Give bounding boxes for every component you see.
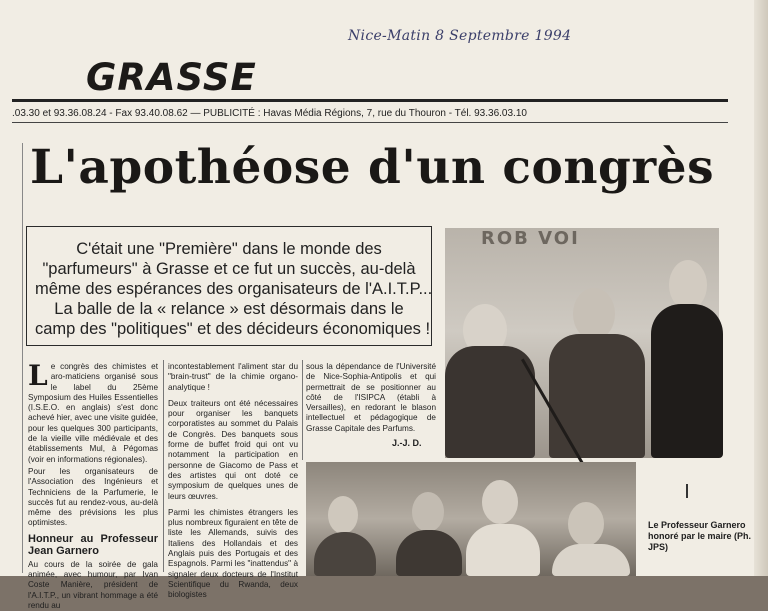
paper-edge (754, 0, 768, 576)
paragraph: Deux traiteurs ont été nécessaires pour organiser les banquets corporatistes au sommet du Palais de Congrès. Des banquets sous forme de buffet froid qui ont vu notamment la participation en personne de Giacomo de Pass et des artistes qui ont doté ce symposium de quelques unes de leurs œuvres. (168, 398, 298, 501)
paragraph: incontestablement l'aliment star du "brain-trust" de la chimie organo-analytique ! (168, 362, 298, 392)
photo-honoring (306, 462, 636, 576)
article-column-3 (306, 362, 436, 452)
lead-line: "parfumeurs" à Grasse et ce fut un succès, au-delà (42, 260, 416, 278)
lead-line: camp des "politiques" et des décideurs économiques ! (35, 320, 431, 338)
contact-info-line: .03.30 et 93.36.08.24 - Fax 93.40.08.62 — PUBLICITÉ : Havas Média Régions, 7, rue du Thouron - Tél. 93.36.03.10 (12, 108, 527, 119)
photo-credit: J.-J. D. (392, 438, 422, 448)
paragraph: Pour les organisateurs de l'Association des Ingénieurs et Techniciens de la Parfumerie, le succès fut au rendez-vous, au-delà même des prévisions les plus optimistes. (28, 466, 158, 528)
handwritten-note: Nice-Matin 8 Septembre 1994 (348, 28, 572, 44)
dropcap: L (28, 359, 48, 392)
column-divider (163, 360, 164, 572)
section-title: GRASSE (86, 56, 257, 99)
lead-box (26, 226, 432, 346)
section-rule (12, 99, 728, 102)
caption-marker (686, 484, 688, 498)
subheading: Honneur au Professeur Jean Garnero (28, 532, 158, 557)
article-column-2 (168, 362, 298, 600)
photo-banner-text: ROB VOI (481, 228, 580, 249)
column-divider (302, 360, 303, 460)
headline: L'apothéose d'un congrès (30, 140, 715, 195)
paragraph: Au cours de la soirée de gala animée, avec humour, par Ivan Coste Manière, président de l'A.I.T.P., un vibrant hommage a été rendu au (28, 559, 158, 610)
lead-line: La balle de la « relance » est désormais dans le (54, 300, 404, 318)
left-column-rule (22, 143, 23, 573)
paragraph: Parmi les chimistes étrangers les plus nombreux figuraient en tête de liste les Allemands, suivis des Italiens des Hollandais et des Anglais puis des Portugais et des Espagnols. Parmi les "inattendus" à signaler deux docteurs de l'Institut Scientifique du Rwanda, deux biologistes (168, 507, 298, 600)
photo-caption: Le Professeur Garnero honoré par le maire (Ph. JPS) (648, 520, 752, 552)
paragraph: sous la dépendance de l'Université de Nice-Sophia-Antipolis et qui permettrait de se positionner au côté de l'ISIPCA (établi à Versailles), en redorant le blason intellectuel et pédagogique de Grasse Capitale des Parfums. (306, 362, 436, 433)
paragraph: e congrès des chimistes et aro-maticiens organisé sous le label du 25ème Symposium des Huiles Essentielles (I.S.E.O. en anglais) s'est donc achevé hier, avec une visite guidée, pour les quelques 300 participants, de la vieille ville médiévale et des établissements Mul, à Pégomas (voir en informations régionales). (28, 362, 158, 464)
lead-line: même des espérances des organisateurs de l'A.I.T.P... (35, 280, 433, 298)
article-column-1 (28, 359, 158, 610)
info-rule (12, 122, 728, 123)
photo-speakers (445, 228, 719, 458)
lead-line: C'était une "Première" dans le monde des (76, 240, 382, 258)
